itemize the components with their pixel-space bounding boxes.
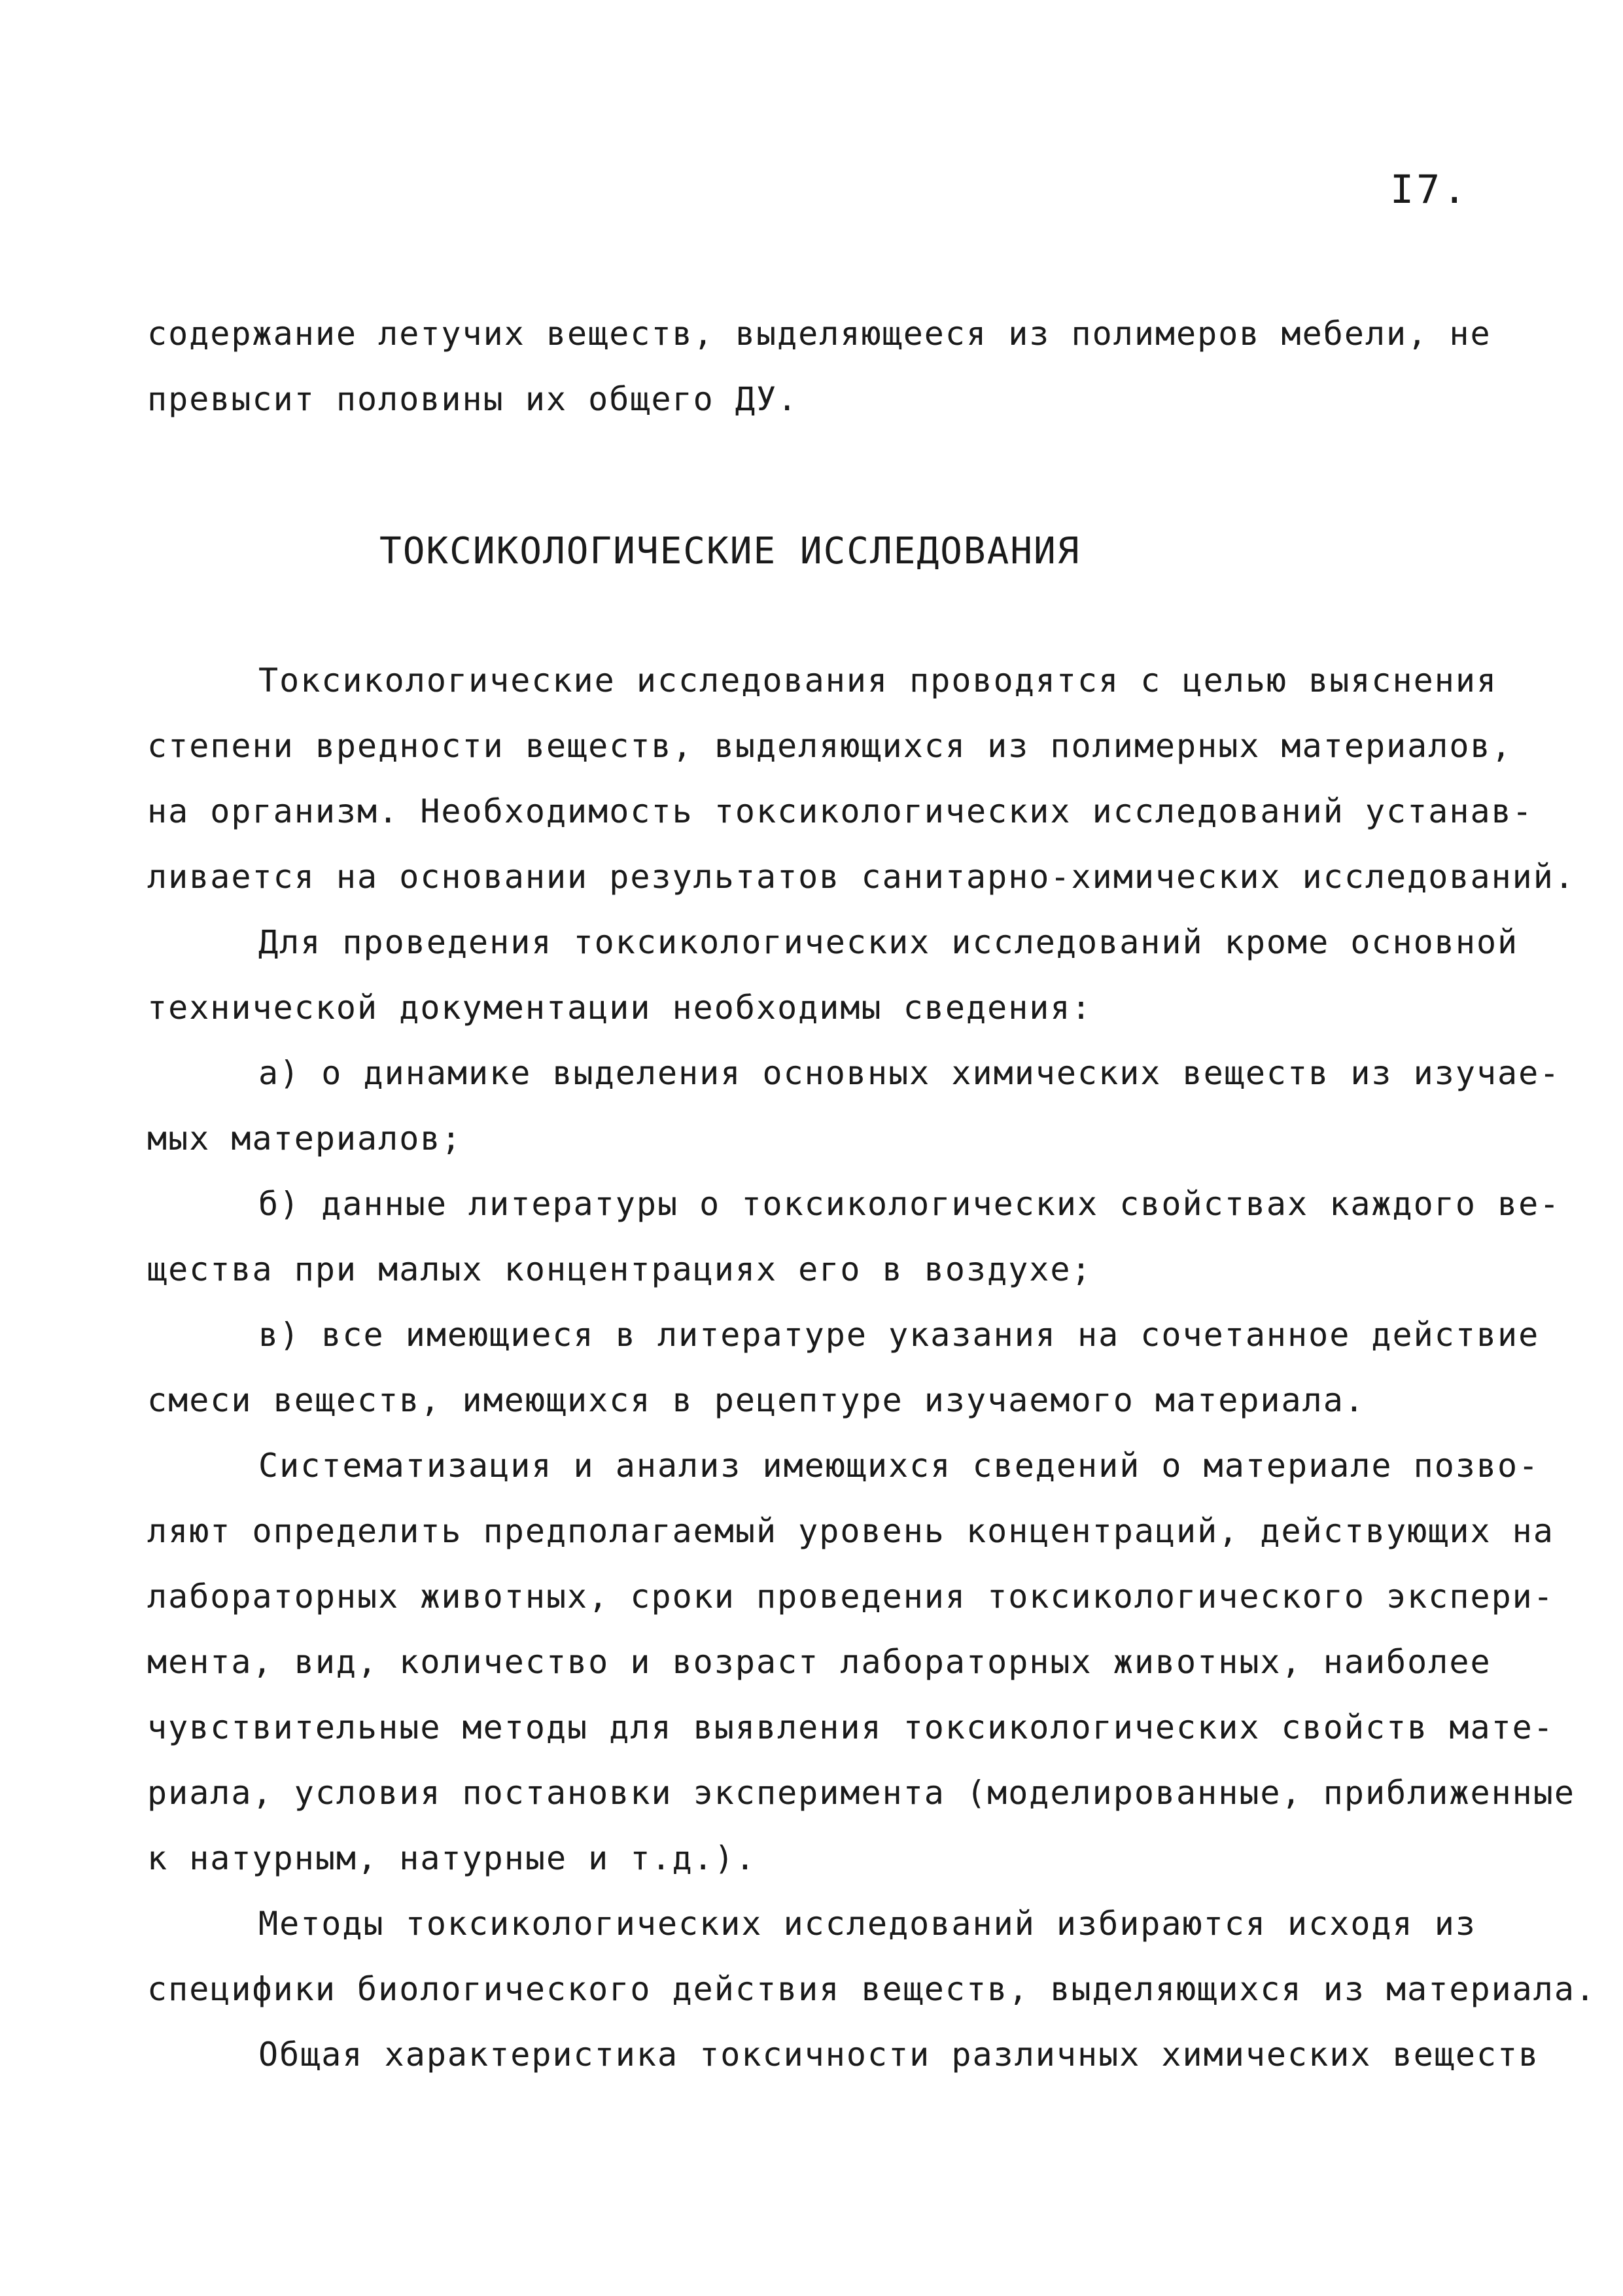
text-line: чувствительные методы для выявления токсикологических свойств мате- [147,1708,1554,1746]
text-line: а) о динамике выделения основных химических веществ из изучае- [258,1054,1561,1092]
text-line: лабораторных животных, сроки проведения токсикологического экспери- [147,1578,1554,1616]
section-heading: ТОКСИКОЛОГИЧЕСКИЕ ИССЛЕДОВАНИЯ [379,530,1081,573]
text-line: Общая характеристика токсичности различных химических веществ [258,2036,1540,2074]
text-line: смеси веществ, имеющихся в рецептуре изучаемого материала. [147,1381,1365,1419]
text-line: ляют определить предполагаемый уровень концентраций, действующих на [147,1512,1554,1550]
text-line: на организм. Необходимость токсикологических исследований устанав- [147,792,1533,830]
text-line: ливается на основании результатов санитарно-химических исследований. [147,858,1575,896]
intro-paragraph [147,301,1534,432]
text-line: в) все имеющиеся в литературе указания на сочетанное действие [258,1316,1540,1354]
text-line: Для проведения токсикологических исследований кроме основной [258,923,1519,961]
page-number: I7. [1390,167,1469,213]
text-line: мых материалов; [147,1120,462,1157]
text-line: риала, условия постановки эксперимента (моделированные, приближенные [147,1774,1575,1812]
text-line: превысит половины их общего ДУ. [147,380,799,418]
text-line: щества при малых концентрациях его в воздухе; [147,1250,1092,1288]
text-line: Методы токсикологических исследований избираются исходя из [258,1905,1476,1943]
text-line: технической документации необходимы сведения: [147,989,1092,1027]
text-line: Систематизация и анализ имеющихся сведений о материале позво- [258,1447,1540,1485]
body-text [147,648,1597,2087]
text-line: Токсикологические исследования проводятся с целью выяснения [258,662,1498,699]
text-line: к натурным, натурные и т.д.). [147,1839,756,1877]
text-line: степени вредности веществ, выделяющихся из полимерных материалов, [147,727,1512,765]
text-line: мента, вид, количество и возраст лабораторных животных, наиболее [147,1643,1492,1681]
text-line: специфики биологического действия веществ, выделяющихся из материала. [147,1970,1597,2008]
text-line: б) данные литературы о токсикологических свойствах каждого ве- [258,1185,1561,1223]
text-line: содержание летучих веществ, выделяющееся из полимеров мебели, не [147,315,1492,353]
